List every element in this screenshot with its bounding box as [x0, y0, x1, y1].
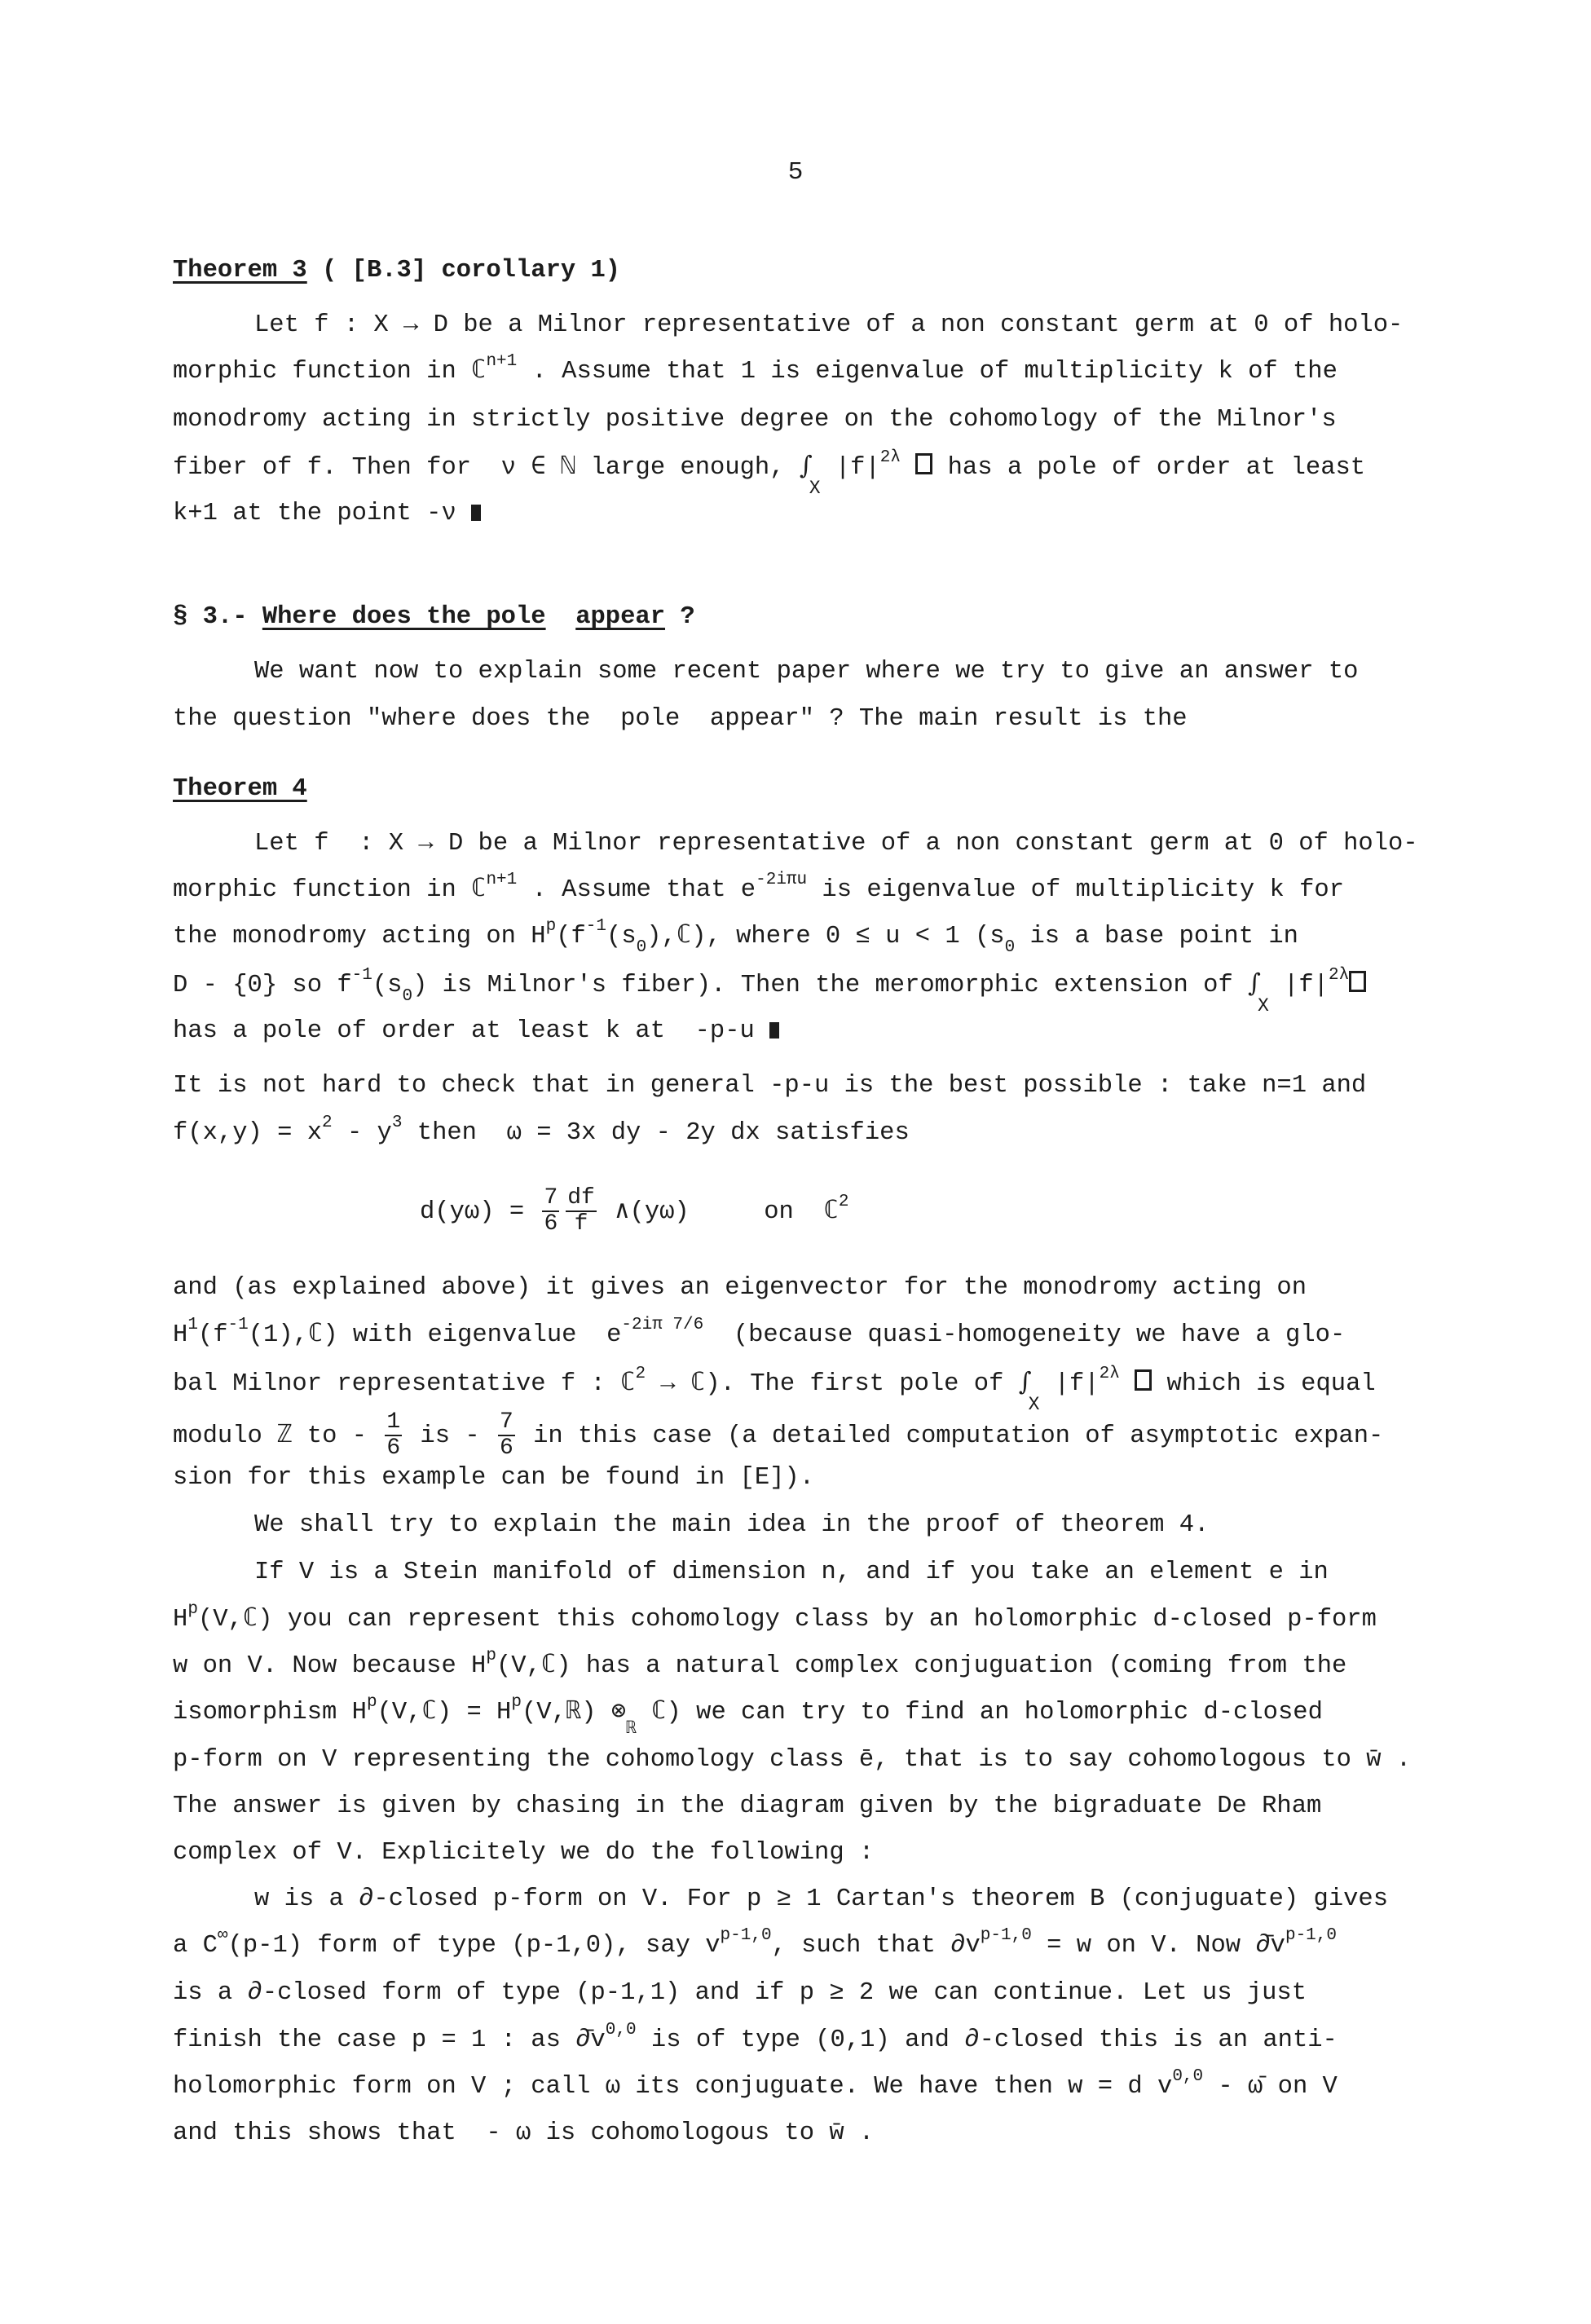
text: ) is Milnor's fiber). Then the meromorphic extension of	[412, 972, 1249, 999]
superscript: 0,0	[1172, 2067, 1204, 2086]
subscript: 0	[636, 938, 647, 957]
section-3-para-line-2: the question "where does the pole appear" ? The main result is the	[173, 705, 1188, 733]
section-number: § 3.-	[173, 603, 262, 631]
superscript: p	[187, 1600, 198, 1619]
text: ℂ) we can try to find an holomorphic d-closed	[636, 1699, 1323, 1726]
denominator: 6	[499, 1435, 513, 1461]
subscript: ℝ	[626, 1720, 637, 1739]
discussion-line-18: is a ∂-closed form of type (p-1,1) and if p ≥ 2 we can continue. Let us just	[173, 1979, 1307, 2007]
superscript: -1	[227, 1316, 249, 1334]
superscript: 2	[838, 1193, 849, 1212]
integral-subscript: X	[1028, 1394, 1040, 1415]
text: , such that ∂v	[771, 1932, 981, 1960]
superscript: -1	[351, 966, 372, 985]
section-title: appear	[575, 603, 666, 631]
integral-sign: ∫	[1018, 1368, 1032, 1396]
display-equation	[420, 1186, 1591, 1237]
discussion-line-11	[173, 1647, 1469, 1682]
theorem-3-heading	[173, 255, 1469, 286]
text: isomorphism H	[173, 1699, 367, 1726]
text: w on V. Now because H	[173, 1652, 487, 1680]
theorem-3-line-2	[173, 352, 1469, 387]
section-3-heading	[173, 602, 1469, 633]
section-3-para-line-1: We want now to explain some recent paper where we try to give an answer to	[254, 658, 1359, 686]
superscript: ∞	[217, 1926, 228, 1945]
integral-subscript: X	[809, 478, 821, 499]
theorem-4-title: Theorem 4	[173, 775, 307, 803]
superscript: 2	[635, 1365, 646, 1383]
theorem-3-line-3: monodromy acting in strictly positive degree on the cohomology of the Milnor's	[173, 406, 1337, 434]
theorem-3-title: Theorem 3	[173, 257, 307, 284]
numerator: 7	[499, 1409, 513, 1435]
text: (p-1) form of type (p-1,0), say v	[227, 1932, 721, 1960]
discussion-line-2	[173, 1113, 1469, 1149]
discussion-line-17	[173, 1926, 1469, 1961]
text: is of type (0,1) and ∂-closed this is an anti-	[636, 2026, 1338, 2054]
text: is eigenvalue of multiplicity k for	[807, 876, 1345, 904]
qed-symbol	[471, 505, 481, 521]
theorem-3-line-5	[173, 498, 1469, 529]
superscript: -2iπu	[756, 871, 808, 889]
numerator: 1	[386, 1409, 401, 1435]
text: (s	[606, 923, 637, 950]
text: (V,ℂ) you can represent this cohomology class by an holomorphic d-closed p-form	[197, 1606, 1377, 1634]
text: D - {0} so f	[173, 972, 352, 999]
equation-lhs: d(yω) =	[420, 1198, 540, 1227]
superscript: 2	[322, 1113, 333, 1132]
text: . Assume that e	[517, 876, 756, 904]
text: (V,ℝ) ⊗	[521, 1699, 627, 1726]
text: then ω = 3x dy - 2y dx satisfies	[402, 1119, 910, 1147]
superscript: 2λ	[1328, 966, 1350, 985]
discussion-line-9: If V is a Stein manifold of dimension n, and if you take an element e in	[254, 1559, 1329, 1586]
text: has a pole of order at least	[932, 454, 1366, 482]
theorem-4-heading	[173, 774, 1469, 805]
text: (s	[372, 972, 403, 999]
discussion-line-19	[173, 2021, 1469, 2056]
text: (f	[197, 1321, 228, 1349]
text: a C	[173, 1932, 218, 1960]
theorem-4-line-4	[173, 966, 1469, 1016]
box-symbol	[1135, 1369, 1152, 1391]
integral-subscript: X	[1257, 995, 1269, 1016]
integral-sign: ∫	[1248, 969, 1261, 998]
text: f(x,y) = x	[173, 1119, 323, 1147]
discussion-line-10	[173, 1600, 1469, 1635]
theorem-4-line-3	[173, 917, 1469, 957]
theorem-3-line-1: Let f : X → D be a Milnor representative of a non constant germ at 0 of holo-	[254, 311, 1404, 339]
numerator: 7	[544, 1185, 558, 1211]
discussion-line-15: complex of V. Explicitely we do the following :	[173, 1839, 875, 1867]
superscript: 1	[187, 1316, 198, 1334]
theorem-4-line-2	[173, 871, 1469, 906]
text: holomorphic form on V ; call ω its conjuguate. We have then w = d v	[173, 2073, 1173, 2101]
discussion-line-12	[173, 1693, 1469, 1739]
text: . Assume that 1 is eigenvalue of multiplicity k of the	[517, 358, 1338, 386]
text: - y	[332, 1119, 392, 1147]
theorem-3-line-4	[173, 448, 1469, 499]
superscript: p-1,0	[980, 1926, 1032, 1945]
text: k+1 at the point -ν	[173, 500, 472, 527]
discussion-line-3: and (as explained above) it gives an eigenvector for the monodromy acting on	[173, 1274, 1307, 1302]
superscript: p-1,0	[1285, 1926, 1337, 1945]
superscript: p-1,0	[720, 1926, 772, 1945]
text: (V,ℂ) has a natural complex conjuguation (coming from the	[496, 1652, 1347, 1680]
text: (1),ℂ) with eigenvalue e	[248, 1321, 622, 1349]
fraction-7-6	[498, 1410, 515, 1461]
theorem-3-ref: ( [B.3] corollary 1)	[306, 257, 621, 284]
text: (because quasi-homogeneity we have a glo-	[703, 1321, 1346, 1349]
text: modulo ℤ to -	[173, 1422, 382, 1451]
theorem-4-line-1: Let f : X → D be a Milnor representative of a non constant germ at 0 of holo-	[254, 830, 1418, 858]
superscript: 2λ	[1099, 1365, 1120, 1383]
box-symbol	[1349, 971, 1366, 992]
text: |f|	[1039, 1370, 1100, 1398]
theorem-4-line-5	[173, 1016, 1469, 1047]
text: → ℂ). The first pole of	[646, 1370, 1019, 1398]
discussion-line-16: w is a ∂-closed p-form on V. For p ≥ 1 Cartan's theorem B (conjuguate) gives	[254, 1885, 1389, 1913]
text: in this case (a detailed computation of asymptotic expan-	[518, 1422, 1384, 1451]
discussion-line-8: We shall try to explain the main idea in the proof of theorem 4.	[254, 1511, 1210, 1539]
text: is -	[405, 1422, 495, 1451]
fraction-1-6	[385, 1410, 402, 1461]
text: which is equal	[1152, 1370, 1376, 1398]
equation-rhs: ∧(yω) on ℂ	[599, 1198, 839, 1227]
fraction-df-f	[566, 1186, 597, 1237]
superscript: p	[366, 1693, 377, 1712]
text: bal Milnor representative f : ℂ	[173, 1370, 636, 1398]
fraction-7-6	[542, 1186, 559, 1237]
superscript: n+1	[486, 352, 518, 371]
subscript: 0	[402, 987, 413, 1006]
section-title: ?	[665, 603, 695, 631]
text: the monodromy acting on H	[173, 923, 546, 950]
superscript: 0,0	[605, 2021, 637, 2040]
integral-sign: ∫	[799, 452, 813, 480]
text: morphic function in ℂ	[173, 358, 487, 386]
text: ),ℂ), where 0 ≤ u < 1 (s	[646, 923, 1005, 950]
discussion-line-13: p-form on V representing the cohomology class ē, that is to say cohomologous to w̄ .	[173, 1746, 1412, 1774]
text: |f|	[820, 454, 880, 482]
discussion-line-1: It is not hard to check that in general -p-u is the best possible : take n=1 and	[173, 1072, 1367, 1100]
denominator: 6	[386, 1435, 401, 1461]
discussion-line-20	[173, 2067, 1469, 2102]
discussion-line-21: and this shows that - ω is cohomologous to w̄ .	[173, 2119, 875, 2147]
numerator: df	[567, 1185, 595, 1211]
denominator: f	[574, 1211, 588, 1237]
text: has a pole of order at least k at -p-u	[173, 1017, 770, 1045]
superscript: 3	[391, 1113, 403, 1132]
discussion-line-6	[173, 1410, 1469, 1461]
box-symbol	[915, 453, 932, 474]
text: H	[173, 1606, 188, 1634]
discussion-line-4	[173, 1316, 1469, 1351]
discussion-line-7: sion for this example can be found in [E]).	[173, 1464, 815, 1492]
superscript: -1	[585, 917, 607, 936]
superscript: 2λ	[879, 448, 901, 467]
text: = w on V. Now ∂̄v	[1031, 1932, 1285, 1960]
page-number: 5	[787, 158, 804, 187]
superscript: p	[486, 1647, 496, 1665]
gap	[546, 603, 576, 631]
text: finish the case p = 1 : as ∂̄v	[173, 2026, 606, 2054]
text: (V,ℂ) = H	[377, 1699, 512, 1726]
qed-symbol	[769, 1022, 779, 1039]
superscript: -2iπ 7/6	[621, 1316, 704, 1334]
subscript: 0	[1004, 938, 1016, 957]
text: |f|	[1268, 972, 1329, 999]
denominator: 6	[544, 1211, 558, 1237]
text: is a base point in	[1015, 923, 1298, 950]
section-title: Where does the pole	[262, 603, 546, 631]
text: morphic function in ℂ	[173, 876, 487, 904]
discussion-line-5	[173, 1365, 1469, 1415]
superscript: n+1	[486, 871, 518, 889]
superscript: p	[545, 917, 557, 936]
superscript: p	[511, 1693, 522, 1712]
text: H	[173, 1321, 188, 1349]
text: - ω̄ on V	[1203, 2073, 1338, 2101]
text: fiber of f. Then for ν ∈ ℕ large enough,	[173, 454, 800, 482]
text: (f	[556, 923, 586, 950]
discussion-line-14: The answer is given by chasing in the diagram given by the bigraduate De Rham	[173, 1793, 1322, 1820]
